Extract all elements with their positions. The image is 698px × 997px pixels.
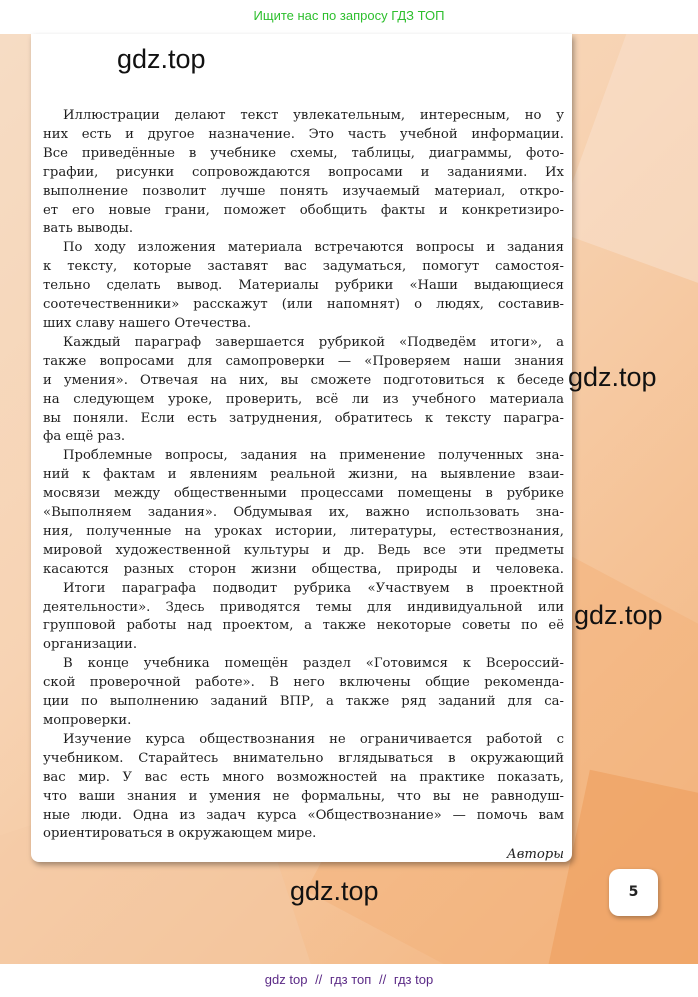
text-line: вас мир. У вас есть много возможностей на практике показать, (43, 769, 564, 785)
text-line: групповой работы над проектом, а также некоторые советы по её (43, 618, 564, 634)
text-line: ний к фактам и явлениям реальной жизни, на выявление взаи- (43, 467, 564, 483)
footer-separator: // (315, 972, 323, 987)
text-line: ориентироваться в окружающем мире. (43, 826, 317, 842)
text-line: ния, полученные на уроках истории, литературы, естествознания, (43, 523, 564, 539)
footer-bar (0, 964, 698, 997)
text-line: графии, рисунки сопровождаются вопросами и заданиями. Их (43, 164, 564, 180)
text-line: По ходу изложения материала встречаются вопросы и задания (63, 240, 564, 256)
text-line: мировой художественной культуры и др. Ведь все эти предметы (43, 542, 564, 558)
watermark: gdz.top (290, 876, 379, 906)
author-signature: Авторы (506, 847, 564, 863)
text-line: них есть и другое назначение. Это часть учебной информации. (43, 126, 564, 142)
paragraph (43, 731, 564, 844)
text-line: ших славу нашего Отечества. (43, 315, 252, 331)
text-line: выполнение позволит лучше понять изучаемый материал, откро- (43, 183, 564, 199)
text-line: соотечественники» расскажут (или напомнят) о людях, составив- (43, 297, 564, 313)
text-line: учебником. Старайтесь внимательно вглядываться в окружающий (43, 750, 564, 766)
top-banner: Ищите нас по запросу ГДЗ ТОП (0, 0, 698, 34)
watermark: gdz.top (568, 362, 657, 392)
paragraph (43, 655, 564, 731)
text-line: Итоги параграфа подводит рубрика «Участвуем в проектной (63, 580, 564, 596)
paragraph (43, 334, 564, 447)
text-line: мосвязи между общественными процессами помещены в рубрике (43, 486, 564, 502)
text-line: и умения». Отвечая на них, вы сможете подготовиться к беседе (43, 372, 564, 388)
footer-link[interactable]: гдз top (393, 972, 434, 987)
text-line: к тексту, которые заставят вас задуматься, помогут самостоя- (43, 259, 564, 275)
watermark: gdz.top (574, 600, 663, 630)
body-text (43, 107, 564, 865)
text-line: организации. (43, 637, 138, 653)
text-line: ции по выполнению заданий ВПР, а также ряд заданий для са- (43, 694, 564, 710)
footer-link[interactable]: гдз топ (329, 972, 372, 987)
text-line: деятельности». Здесь приводятся темы для индивидуальной или (43, 599, 564, 615)
text-line: что ваши знания и умения не формальны, что вы не равнодуш- (43, 788, 564, 804)
text-line: вы поняли. Если есть затруднения, обратитесь к тексту парагра- (43, 410, 564, 426)
text-line: ет его новые грани, поможет обобщить факты и конкретизиро- (43, 202, 564, 218)
footer-link[interactable]: gdz top (264, 972, 308, 987)
paragraph (43, 580, 564, 656)
background-shape (555, 34, 698, 299)
text-line: Иллюстрации делают текст увлекательным, интересным, но у (63, 108, 564, 123)
text-line: касаются разных сторон жизни общества, природы и человека. (43, 561, 564, 577)
text-line: Все приведённые в учебнике схемы, таблицы, диаграммы, фото- (43, 145, 564, 161)
text-line: Каждый параграф завершается рубрикой «Подведём итоги», а (63, 334, 564, 350)
paragraph (43, 239, 564, 334)
text-line: ные люди. Одна из задач курса «Обществознание» — помочь вам (43, 807, 564, 823)
watermark: gdz.top (117, 44, 206, 74)
text-line: Изучение курса обществознания не ограничивается работой с (63, 731, 564, 747)
text-line: Проблемные вопросы, задания на применение полученных зна- (63, 448, 564, 464)
text-line: на следующем уроке, проверить, всё ли из учебного материала (43, 391, 564, 407)
text-line: мопроверки. (43, 713, 132, 728)
paragraph (43, 447, 564, 579)
text-line: также вопросами для самопроверки — «Проверяем наши знания (43, 353, 564, 369)
footer-separator: // (378, 972, 387, 987)
text-line: ской проверочной работе». В него включены общие рекоменда- (43, 675, 564, 691)
text-line: вать выводы. (43, 221, 134, 237)
paragraph (43, 107, 564, 239)
text-line: фа ещё раз. (43, 429, 126, 445)
text-line: тельно сделать вывод. Материалы рубрики «Наши выдающиеся (43, 278, 564, 294)
page-number: 5 (609, 869, 658, 916)
text-line: «Выполняем задания». Обдумывая их, важно использовать зна- (43, 505, 564, 521)
text-line: В конце учебника помещён раздел «Готовимся к Всероссий- (63, 656, 564, 672)
